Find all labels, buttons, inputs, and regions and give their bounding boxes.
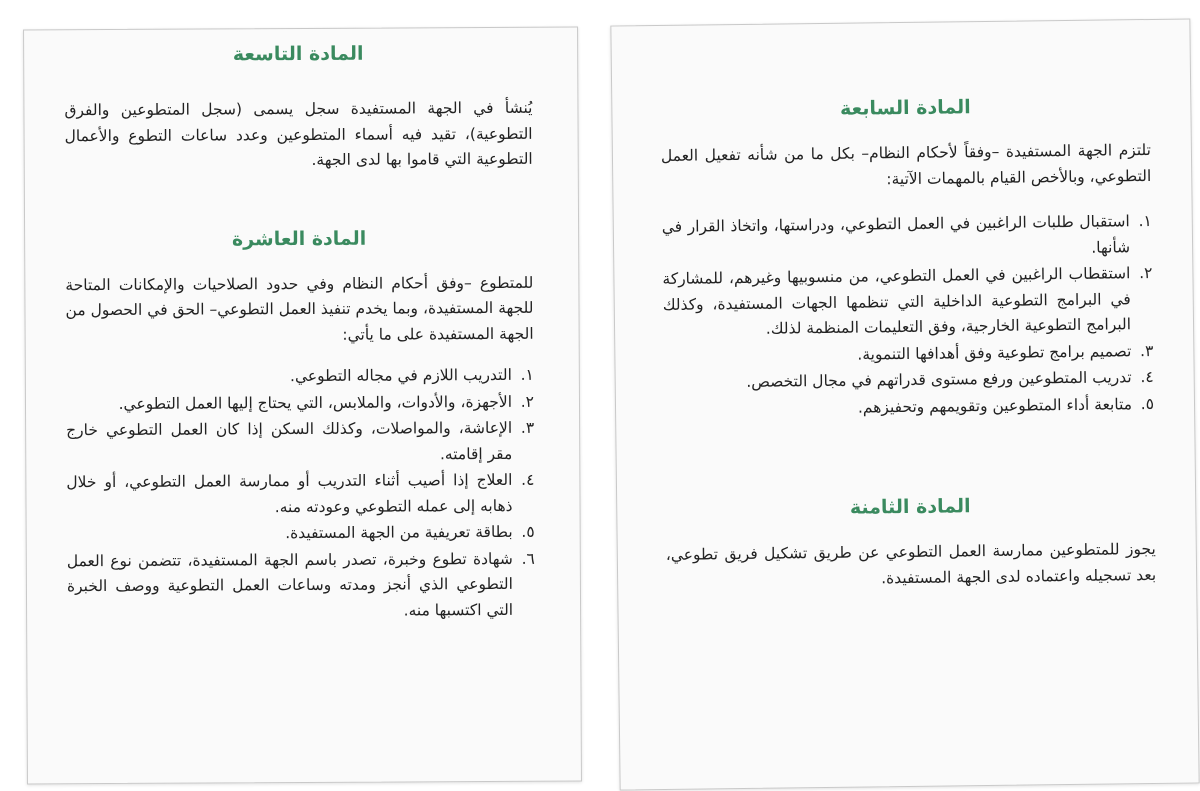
- list-item: ٤. تدريب المتطوعين ورفع مستوى قدراتهم في مجال التخصص.: [746, 367, 1154, 391]
- article-10-list: [66, 363, 535, 625]
- document-page-left: [23, 27, 582, 785]
- article-8-title: المادة الثامنة: [849, 495, 971, 519]
- list-item: ١. التدريب اللازم في مجاله التطوعي.: [289, 365, 534, 386]
- article-9-body: يُنشأ في الجهة المستفيدة سجل يسمى (سجل المتطوعين والفرق التطوعية)، تقيد فيه أسماء المتطوعين وعدد ساعات التطوع والأعمال التطوعية التي قاموا بها لدى الجهة.: [64, 98, 533, 169]
- list-item: ٥. متابعة أداء المتطوعين وتقويمهم وتحفيزهم.: [857, 394, 1155, 417]
- article-7-intro: تلتزم الجهة المستفيدة –وفقاً لأحكام النظام– بكل ما من شأنه تفعيل العمل التطوعي، وبالأخص القيام بالمهمات الآتية:: [660, 140, 1152, 188]
- document-page-right: [610, 18, 1199, 790]
- list-item: ٢. الأجهزة، والأدوات، والملابس، التي يحتاج إليها العمل التطوعي.: [118, 392, 535, 413]
- article-7-title: المادة السابعة: [839, 96, 971, 120]
- article-10-title: المادة العاشرة: [231, 227, 367, 250]
- list-item: ١. استقبال طلبات الراغبين في العمل التطوعي، ودراستها، واتخاذ القرار في شأنها.: [661, 211, 1152, 257]
- list-item: ٢. استقطاب الراغبين في العمل التطوعي، من منسوبيها وغيرهم، للمشاركة في البرامج التطوعية الداخلية التي تنظمها الجهات المستفيدة، وكذلك البرامج التطوعية الخارجية، وفق التعليمات المنظمة لذلك.: [662, 263, 1153, 338]
- article-10-intro: للمتطوع –وفق أحكام النظام وفي حدود الصلاحيات والإمكانات المتاحة للجهة المستفيدة، وبما يخدم تنفيذ العمل التطوعي– الحق في الحصول من الجهة المستفيدة على ما يأتي:: [65, 273, 534, 344]
- article-8-body: يجوز للمتطوعين ممارسة العمل التطوعي عن طريق تشكيل فريق تطوعي، بعد تسجيله واعتماده لدى الجهة المستفيدة.: [665, 539, 1157, 587]
- list-item: ٥. بطاقة تعريفية من الجهة المستفيدة.: [285, 522, 535, 543]
- page-right-content: [660, 92, 1156, 594]
- article-7-list: [662, 209, 1155, 423]
- list-item: ٣. الإعاشة، والمواصلات، وكذلك السكن إذا كان العمل التطوعي خارج مقر إقامته.: [66, 418, 535, 463]
- list-item: ٤. العلاج إذا أصيب أثناء التدريب أو ممارسة العمل التطوعي، أو خلال ذهابه إلى عمله التطوعي وعودته منه.: [66, 470, 535, 516]
- list-item: ٣. تصميم برامج تطوعية وفق أهدافها التنموية.: [857, 341, 1154, 364]
- page-left-content: [64, 40, 535, 626]
- list-item: ٦. شهادة تطوع وخبرة، تصدر باسم الجهة المستفيدة، تتضمن نوع العمل التطوعي الذي أنجز ومدته وساعات العمل التطوعية ووصف الخبرة التي اكتسبها منه.: [66, 549, 535, 619]
- article-9-title: المادة التاسعة: [232, 42, 364, 66]
